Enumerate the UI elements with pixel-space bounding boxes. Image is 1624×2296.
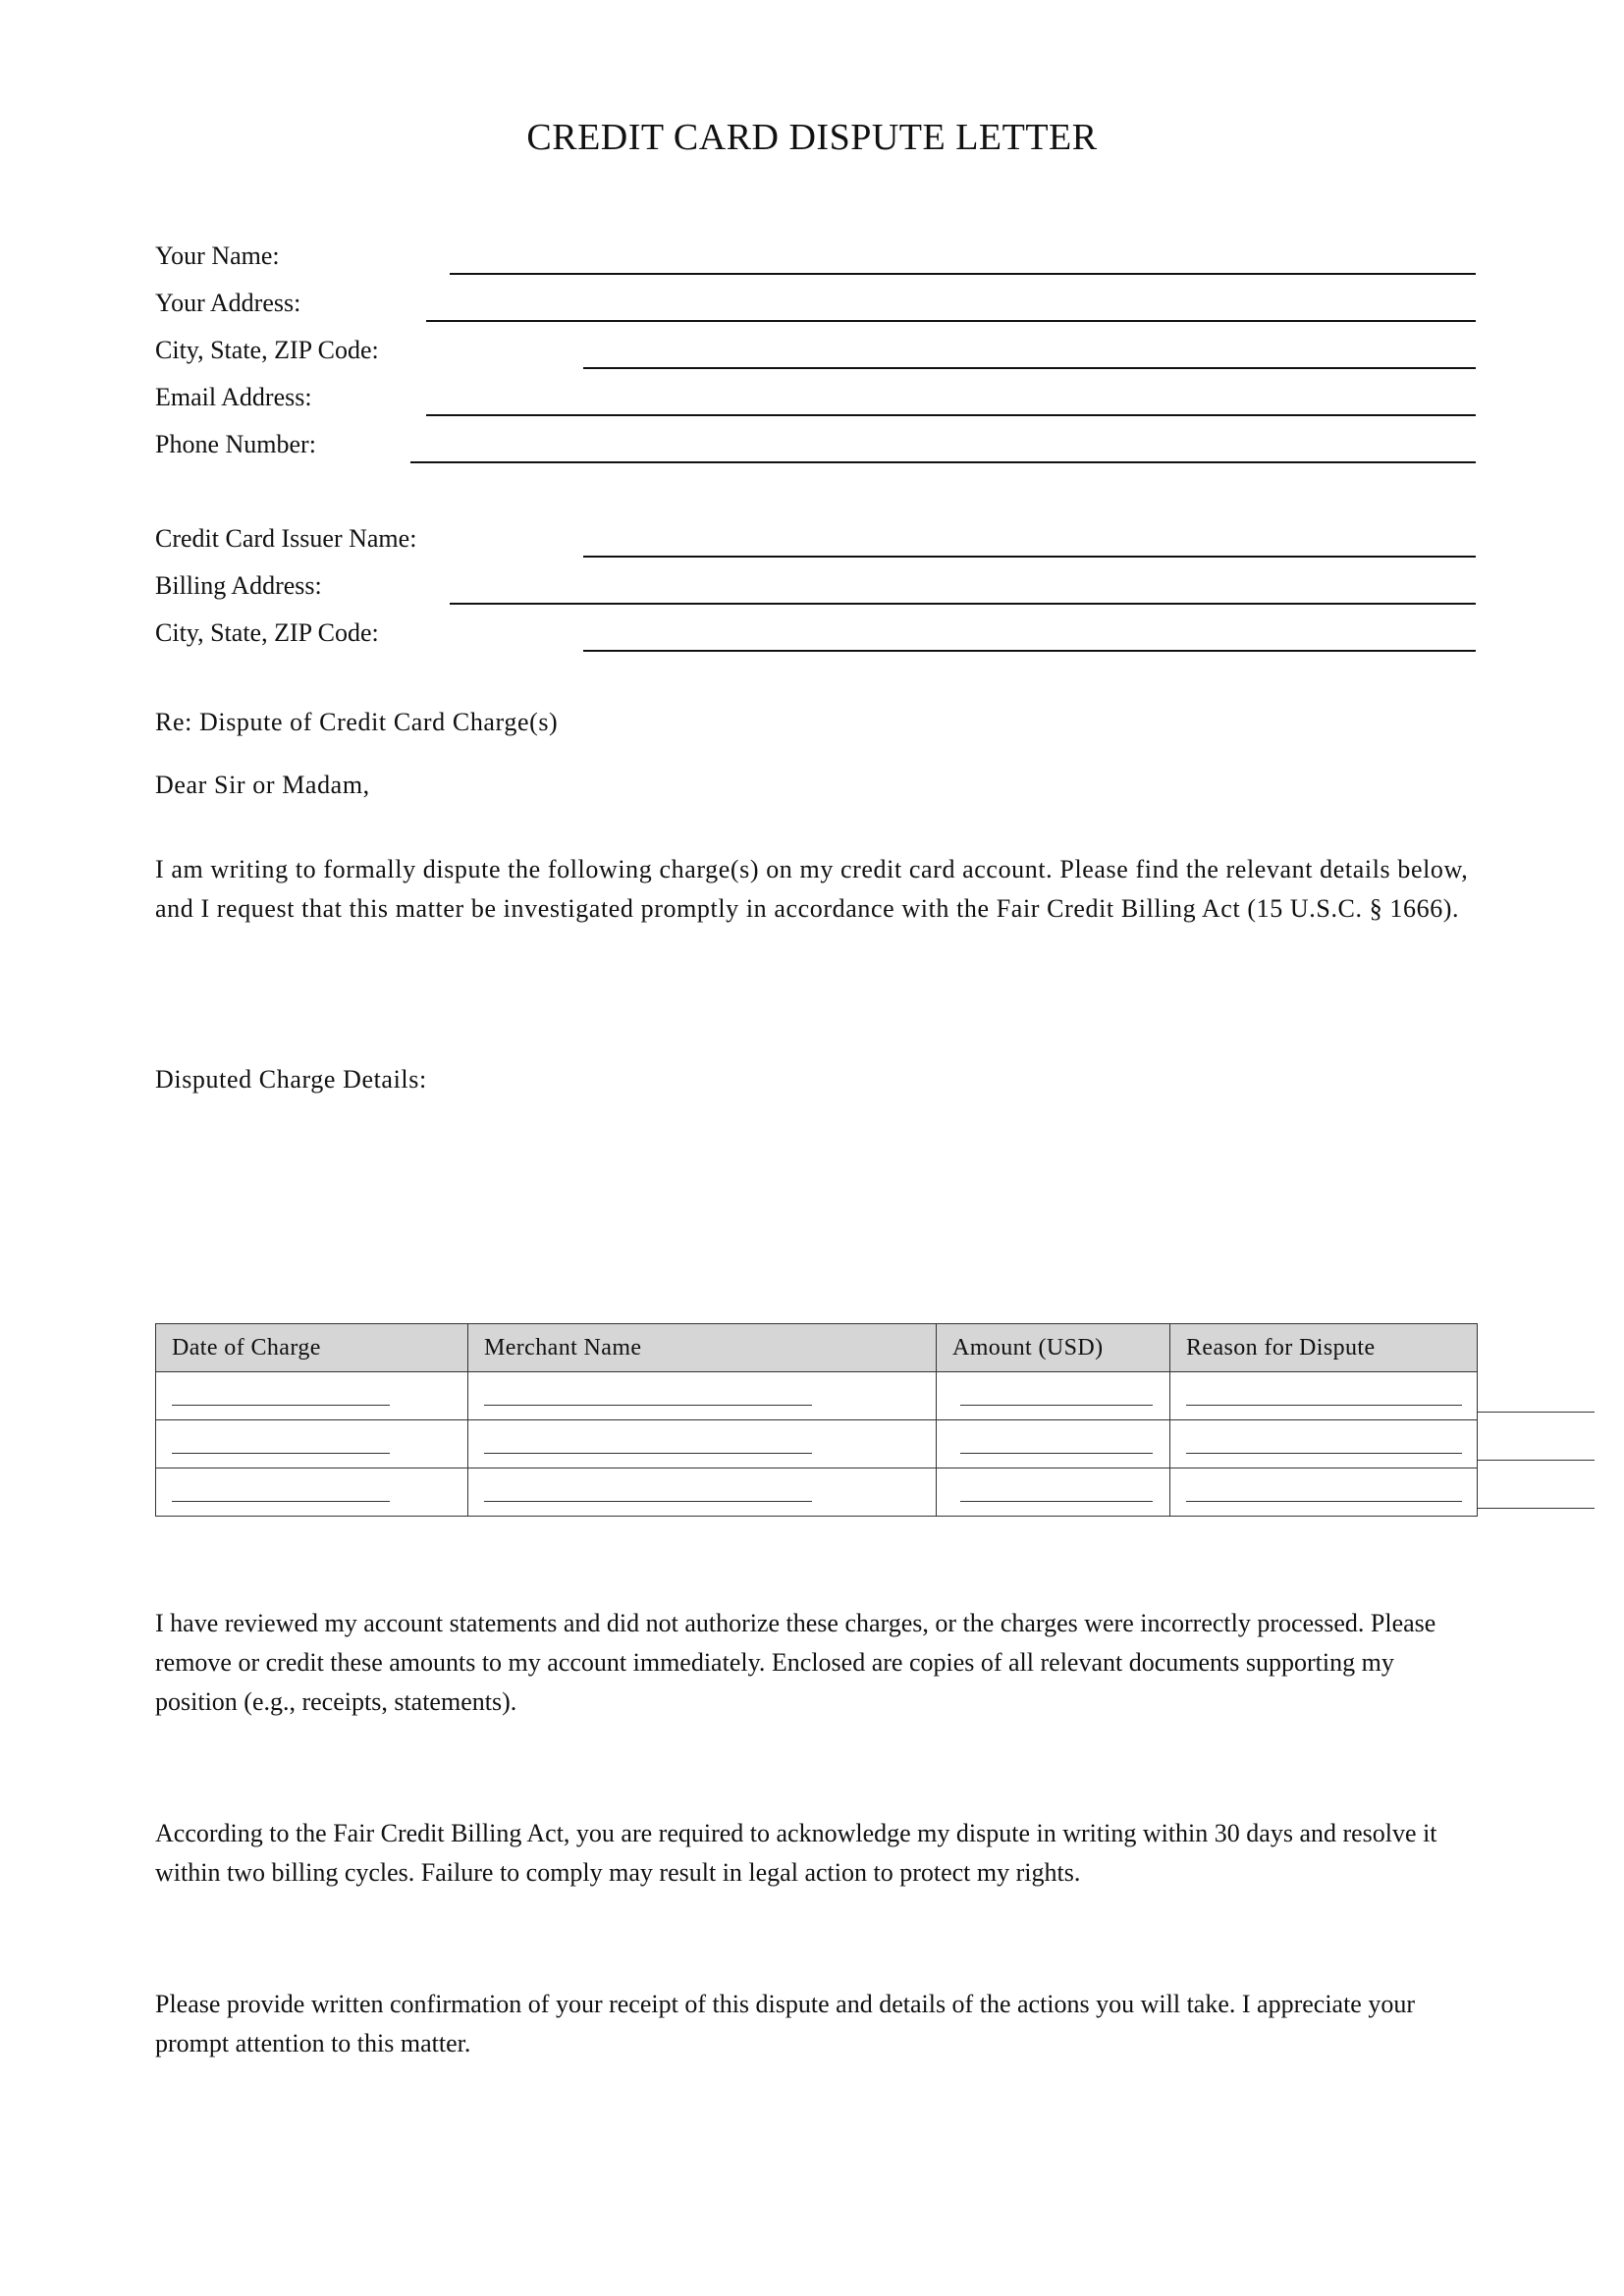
phone-number-blank[interactable] xyxy=(410,461,1476,463)
email-address-blank[interactable] xyxy=(426,414,1476,416)
field-your-address xyxy=(155,287,1476,322)
amount-blank xyxy=(960,1435,1153,1454)
field-billing-address xyxy=(155,569,1476,605)
reason-blank-cell[interactable] xyxy=(1170,1372,1478,1420)
date-blank-cell[interactable] xyxy=(156,1420,468,1468)
field-issuer-name xyxy=(155,522,1476,558)
header-merchant-name: Merchant Name xyxy=(468,1324,937,1372)
city-state-zip-blank[interactable] xyxy=(583,367,1476,369)
disputed-charges-table xyxy=(155,1323,1477,1517)
field-city-state-zip xyxy=(155,334,1476,369)
field-label: Billing Address: xyxy=(155,571,322,600)
merchant-blank-cell[interactable] xyxy=(468,1372,937,1420)
merchant-blank-cell[interactable] xyxy=(468,1468,937,1517)
field-label: City, State, ZIP Code: xyxy=(155,336,379,364)
field-issuer-city-state-zip xyxy=(155,616,1476,652)
details-heading: Disputed Charge Details: xyxy=(155,1065,427,1094)
amount-blank xyxy=(960,1387,1153,1406)
field-your-name xyxy=(155,240,1476,275)
field-label: Email Address: xyxy=(155,383,312,411)
reason-blank-cell[interactable] xyxy=(1170,1420,1478,1468)
field-phone-number xyxy=(155,428,1476,463)
law-paragraph: According to the Fair Credit Billing Act, you are required to acknowledge my dispute in writing within 30 days and resolve it within two billing cycles. Failure to comply may result in legal action to protect my rights. xyxy=(155,1819,1437,1887)
reason-blank xyxy=(1186,1387,1462,1406)
reason-blank-overflow xyxy=(1477,1508,1595,1509)
field-label: Credit Card Issuer Name: xyxy=(155,524,417,553)
amount-blank xyxy=(960,1483,1153,1502)
merchant-blank xyxy=(484,1387,812,1406)
issuer-city-state-zip-blank[interactable] xyxy=(583,650,1476,652)
table-header-row xyxy=(156,1324,1478,1372)
field-label: City, State, ZIP Code: xyxy=(155,618,379,647)
merchant-blank xyxy=(484,1435,812,1454)
field-email-address xyxy=(155,381,1476,416)
reason-blank xyxy=(1186,1483,1462,1502)
amount-blank-cell[interactable] xyxy=(937,1372,1170,1420)
header-amount: Amount (USD) xyxy=(937,1324,1170,1372)
review-paragraph: I have reviewed my account statements and did not authorize these charges, or the charges were incorrectly processed. Please remove or credit these amounts to my account immediately. Enclosed are copies of all relevant documents supporting my position (e.g., receipts, statements). xyxy=(155,1609,1436,1716)
billing-address-blank[interactable] xyxy=(450,603,1476,605)
your-address-blank[interactable] xyxy=(426,320,1476,322)
your-name-blank[interactable] xyxy=(450,273,1476,275)
table-row xyxy=(156,1420,1478,1468)
date-blank xyxy=(172,1435,390,1454)
merchant-blank-cell[interactable] xyxy=(468,1420,937,1468)
header-reason: Reason for Dispute xyxy=(1170,1324,1478,1372)
confirm-paragraph: Please provide written confirmation of your receipt of this dispute and details of the actions you will take. I appreciate your prompt attention to this matter. xyxy=(155,1990,1416,2057)
field-label: Your Address: xyxy=(155,289,301,317)
date-blank xyxy=(172,1483,390,1502)
intro-paragraph: I am writing to formally dispute the following charge(s) on my credit card account. Please find the relevant details below, and I request that this matter be investigated promptly in accordance with the Fair Credit Billing Act (15 U.S.C. § 1666). xyxy=(155,855,1469,923)
amount-blank-cell[interactable] xyxy=(937,1420,1170,1468)
date-blank xyxy=(172,1387,390,1406)
issuer-name-blank[interactable] xyxy=(583,556,1476,558)
document-title: CREDIT CARD DISPUTE LETTER xyxy=(526,117,1098,158)
table-row xyxy=(156,1372,1478,1420)
amount-blank-cell[interactable] xyxy=(937,1468,1170,1517)
field-label: Phone Number: xyxy=(155,430,316,458)
header-date-of-charge: Date of Charge xyxy=(156,1324,468,1372)
reason-blank-cell[interactable] xyxy=(1170,1468,1478,1517)
table-row xyxy=(156,1468,1478,1517)
reason-blank-overflow xyxy=(1477,1412,1595,1413)
merchant-blank xyxy=(484,1483,812,1502)
reason-blank xyxy=(1186,1435,1462,1454)
field-label: Your Name: xyxy=(155,241,280,270)
salutation: Dear Sir or Madam, xyxy=(155,771,370,799)
date-blank-cell[interactable] xyxy=(156,1468,468,1517)
reason-blank-overflow xyxy=(1477,1460,1595,1461)
subject-line: Re: Dispute of Credit Card Charge(s) xyxy=(155,708,559,736)
date-blank-cell[interactable] xyxy=(156,1372,468,1420)
